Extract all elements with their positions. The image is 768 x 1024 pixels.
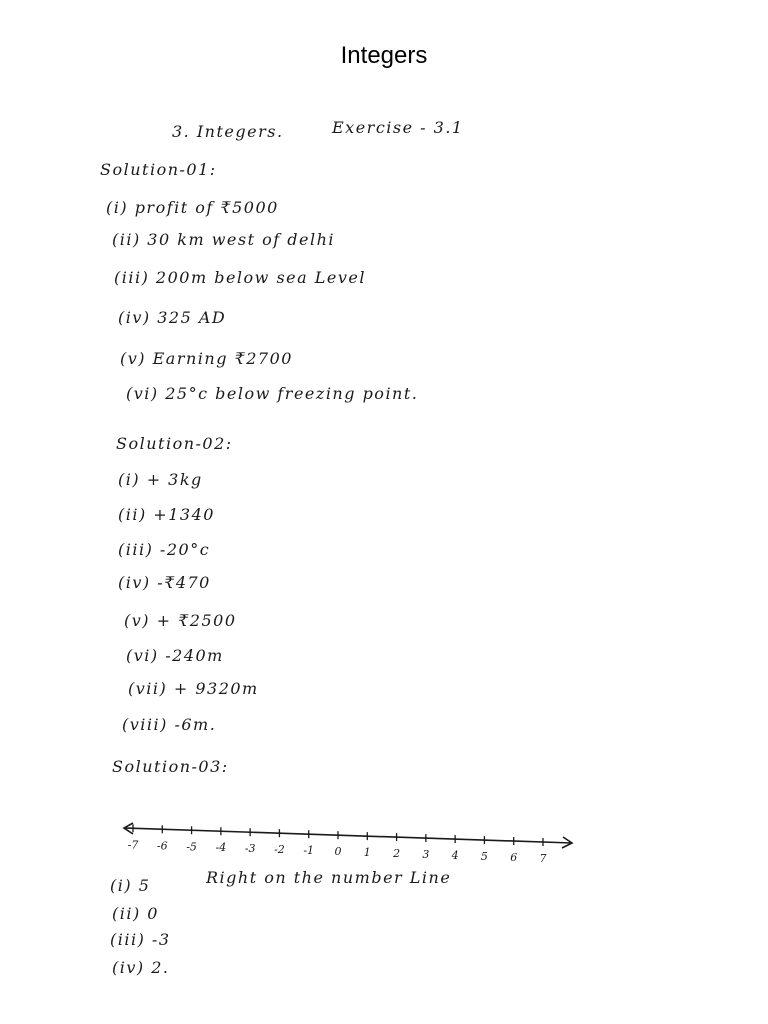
solution-03-item: (ii) 0 <box>112 904 159 923</box>
number-line-tick-label: 6 <box>510 851 518 865</box>
solution-01-label: Solution-01: <box>100 160 217 179</box>
number-line-tick-label: 2 <box>393 847 401 861</box>
solution-02-item: (iv) -₹470 <box>118 573 211 592</box>
solution-02-item: (i) + 3kg <box>118 470 203 489</box>
number-line-tick-label: -5 <box>186 840 197 854</box>
solution-02-item: (ii) +1340 <box>118 505 215 524</box>
exercise-heading: Exercise - 3.1 <box>332 118 464 137</box>
solution-03-label: Solution-03: <box>112 757 229 776</box>
solution-01-item: (vi) 25°c below freezing point. <box>126 384 419 403</box>
chapter-heading: 3. Integers. <box>172 122 284 141</box>
number-line-tick-label: 1 <box>363 846 371 860</box>
solution-03-item: (i) 5 <box>110 876 151 895</box>
solution-01-item: (iii) 200m below sea Level <box>114 268 366 287</box>
number-line-tick-label: -1 <box>303 844 315 858</box>
number-line-tick-label: 3 <box>422 848 430 862</box>
solution-01-item: (i) profit of ₹5000 <box>106 198 279 217</box>
solution-01-item: (v) Earning ₹2700 <box>120 349 293 368</box>
solution-01-item: (iv) 325 AD <box>118 308 227 327</box>
number-line-tick-label: -7 <box>127 838 139 852</box>
solution-02-item: (v) + ₹2500 <box>124 611 237 630</box>
solution-03-item: (iii) -3 <box>110 930 171 949</box>
solution-03-item: (iv) 2. <box>112 958 170 977</box>
solution-02-label: Solution-02: <box>116 434 233 453</box>
page-title: Integers <box>340 42 428 69</box>
number-line-tick-label: -6 <box>156 839 168 853</box>
solution-02-item: (vii) + 9320m <box>128 679 259 698</box>
solution-02-item: (viii) -6m. <box>122 715 217 734</box>
number-line-tick-label: 7 <box>539 852 547 866</box>
solution-01-item: (ii) 30 km west of delhi <box>112 230 335 249</box>
number-line-tick-label: 5 <box>480 850 488 864</box>
solution-02-item: (vi) -240m <box>126 646 224 665</box>
number-line-note: Right on the number Line <box>206 868 452 887</box>
solution-02-item: (iii) -20°c <box>118 540 211 559</box>
number-line-tick-label: -3 <box>244 842 256 856</box>
number-line-tick-label: -4 <box>215 841 227 855</box>
number-line-tick-label: -2 <box>274 843 285 857</box>
number-line-tick-label: 0 <box>334 845 342 859</box>
number-line-tick-label: 4 <box>451 849 459 863</box>
